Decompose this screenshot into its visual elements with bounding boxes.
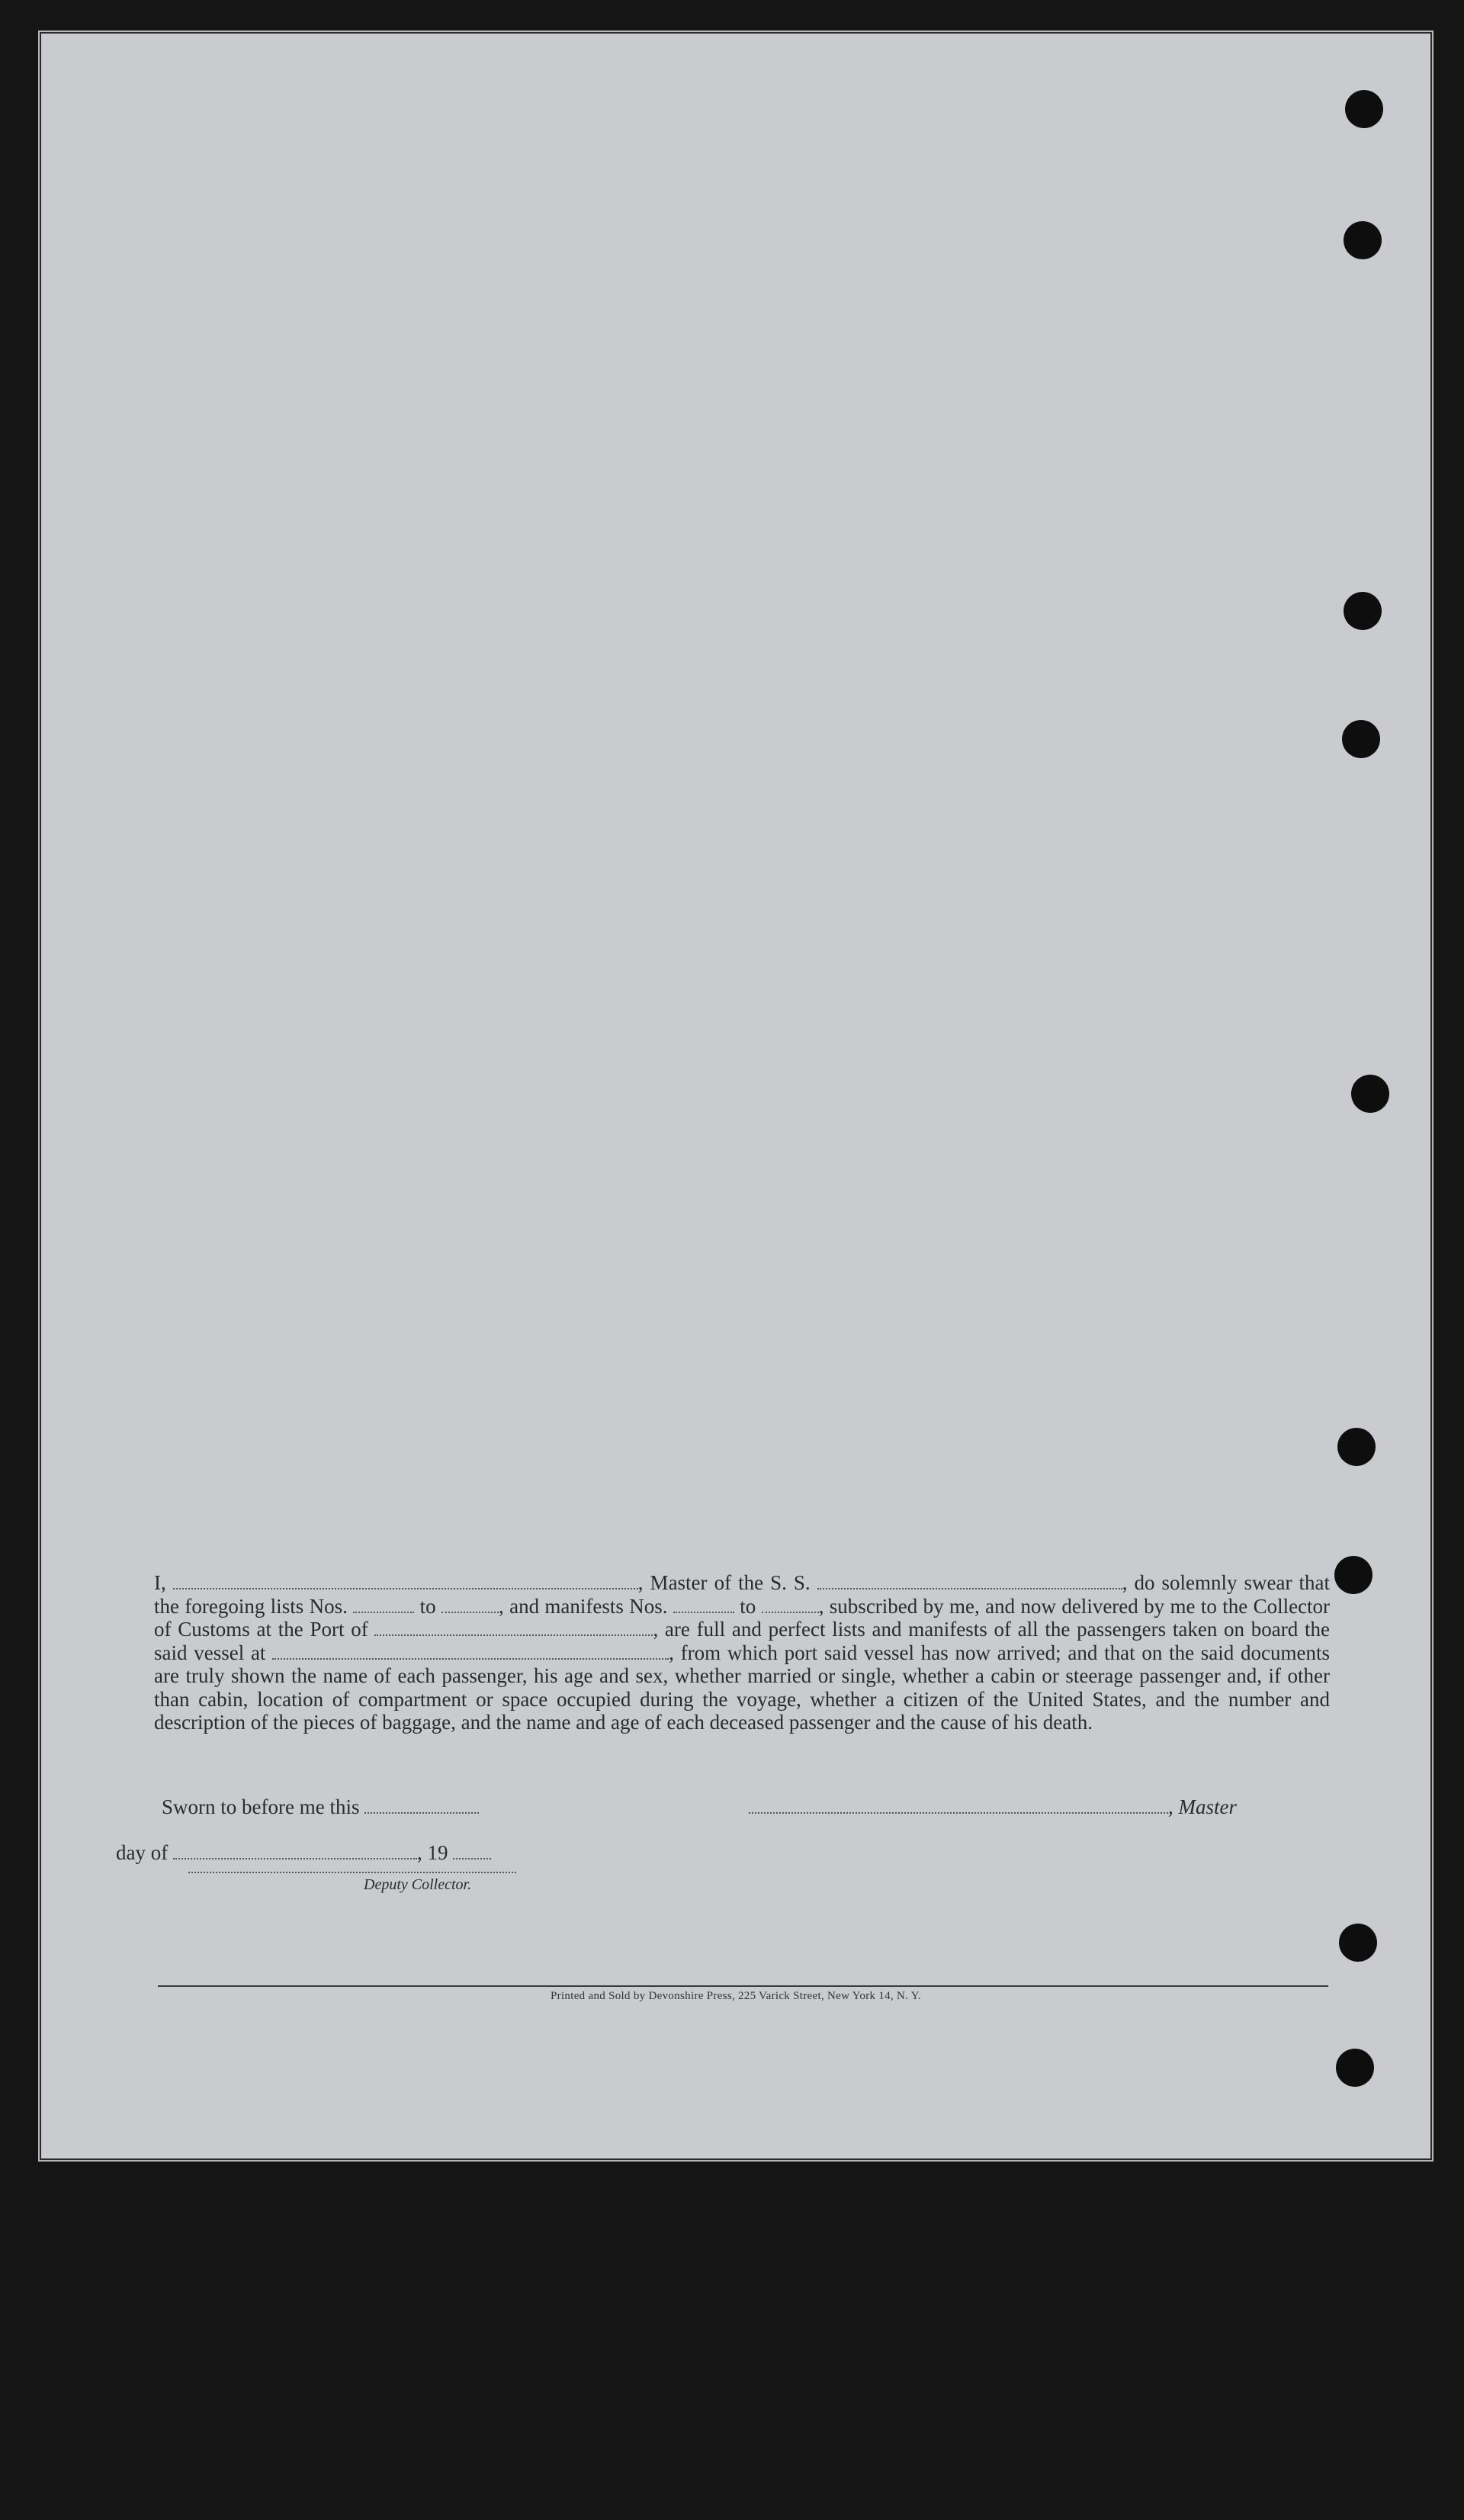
punch-hole xyxy=(1351,1075,1389,1113)
embarkation-port-blank xyxy=(272,1644,669,1660)
oath-text-2: , Master of the S. S. xyxy=(637,1571,811,1594)
deputy-signature-blank xyxy=(188,1870,516,1873)
oath-text-6: to xyxy=(740,1594,756,1618)
punch-hole xyxy=(1334,1556,1372,1594)
lists-from-blank xyxy=(353,1598,414,1613)
oath-text-3: , do solemnly swear that the foregoing lists Nos. xyxy=(154,1571,1331,1618)
year-label: , 19 xyxy=(416,1841,448,1864)
punch-hole xyxy=(1345,90,1383,128)
manifests-from-blank xyxy=(673,1598,734,1613)
master-signature-blank xyxy=(749,1798,1168,1814)
footer-rule xyxy=(158,1985,1328,1987)
master-oath-paragraph xyxy=(154,1571,1330,1734)
day-of-blank xyxy=(173,1844,417,1859)
printer-footer: Printed and Sold by Devonshire Press, 225 Varick Street, New York 14, N. Y. xyxy=(551,1990,921,2002)
punch-hole xyxy=(1336,2049,1374,2087)
sworn-line xyxy=(162,1795,479,1819)
master-name-blank xyxy=(173,1574,638,1589)
sworn-label: Sworn to before me this xyxy=(162,1795,360,1818)
oath-text-9: , from which port said vessel has now arrived; and that on the said documents are truly shown the name of each passenger, his age and sex, whether married or single, whether a cabin or steerage passenger and, if other than cabin, location of compartment or space occupied during the voyage, whether a citizen of the United States, and the number and description of the pieces of baggage, and the name and age of each deceased passenger and the cause of his death. xyxy=(154,1641,1330,1734)
manifests-to-blank xyxy=(762,1598,819,1613)
punch-hole xyxy=(1344,221,1382,259)
oath-text-8: , are full and perfect lists and manifests of all the passengers taken on board the said vessel at xyxy=(154,1618,1330,1664)
master-label: , Master xyxy=(1168,1795,1237,1818)
year-blank xyxy=(453,1844,491,1859)
oath-text-4: to xyxy=(419,1594,436,1618)
punch-hole xyxy=(1344,592,1382,630)
oath-text-5: , and manifests Nos. xyxy=(498,1594,668,1618)
manifest-page xyxy=(38,31,1434,2162)
lists-to-blank xyxy=(441,1598,499,1613)
sworn-day-blank xyxy=(364,1798,479,1814)
port-blank xyxy=(374,1621,653,1636)
date-line xyxy=(116,1841,491,1865)
oath-text-7: , subscribed by me, and now delivered by me to the Collector of Customs at the Port of xyxy=(154,1594,1331,1641)
oath-text-1: I, xyxy=(154,1571,166,1594)
punch-hole xyxy=(1339,1924,1377,1962)
punch-hole xyxy=(1342,720,1380,758)
punch-hole xyxy=(1337,1428,1376,1466)
day-of-label: day of xyxy=(116,1841,169,1864)
vessel-name-blank xyxy=(817,1574,1122,1589)
deputy-collector-label: Deputy Collector. xyxy=(364,1876,472,1893)
master-signature-line xyxy=(749,1795,1237,1819)
